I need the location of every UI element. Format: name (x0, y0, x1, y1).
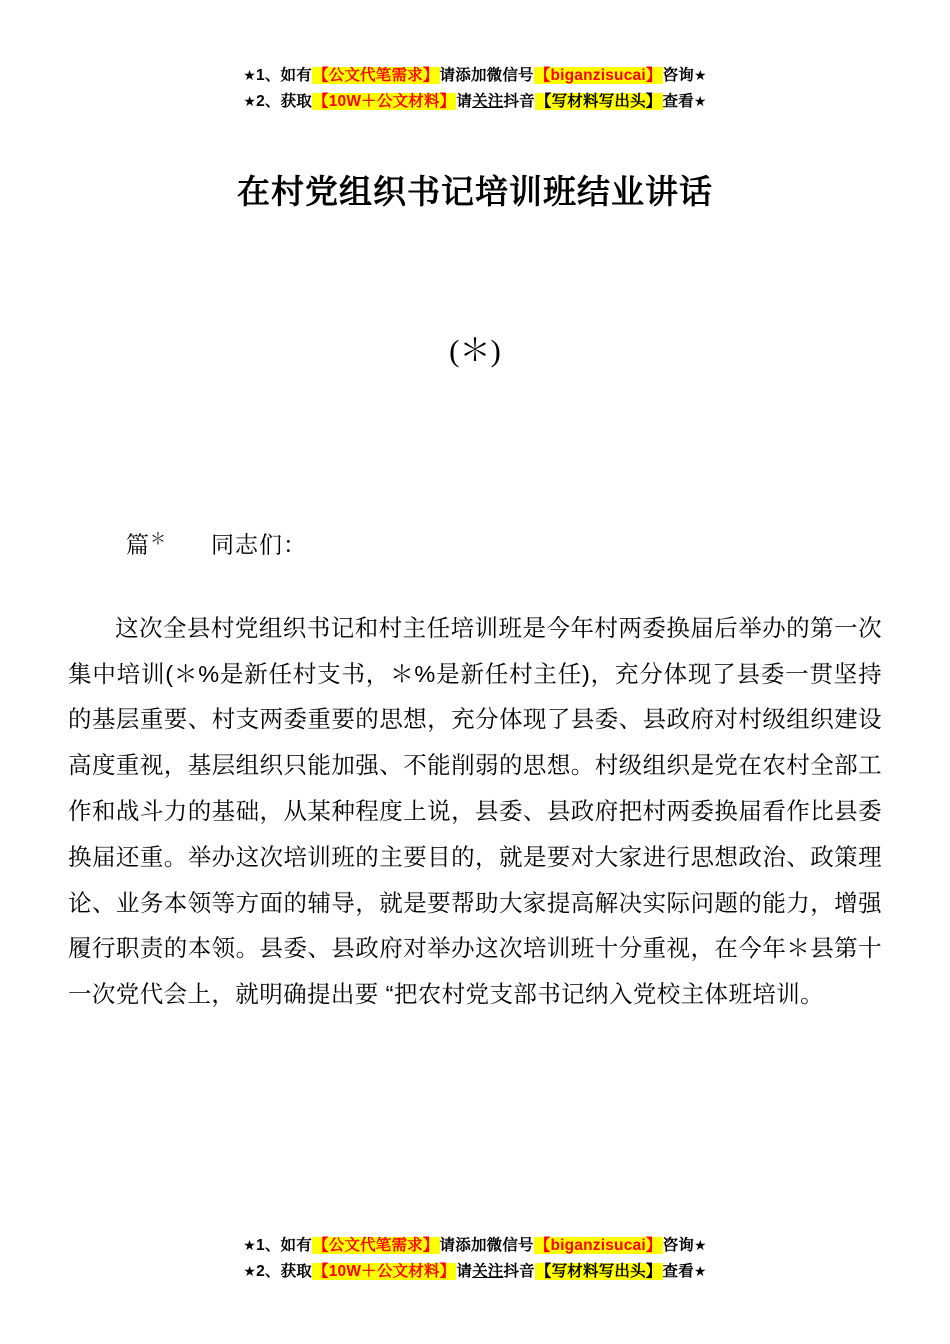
promo-line-1-middle: 请添加微信号 (439, 67, 534, 84)
promo-line-1-number-bottom: 1、如有 (256, 1236, 312, 1254)
promo-line-2-highlight-materials-bottom: 【10W＋公文材料】 (313, 1262, 456, 1280)
promo-line-2-tail: 查看 (662, 93, 694, 111)
star-icon-right-bottom: ★ (693, 1236, 707, 1253)
promo-line-2-mid-underline: 关注 (472, 93, 504, 111)
star-icon-right-2-bottom: ★ (693, 1262, 707, 1279)
promo-line-2-mid-underline-bottom: 关注 (472, 1262, 504, 1280)
salutation-superscript: ＊ (150, 531, 168, 549)
promo-line-2-highlight-materials: 【10W＋公文材料】 (313, 93, 456, 111)
promo-line-2-number: 2、获取 (256, 93, 312, 111)
promo-line-2-number-bottom: 2、获取 (256, 1262, 312, 1280)
promo-line-2 (68, 90, 882, 114)
promo-line-1-tail-bottom: 咨询 (662, 1236, 694, 1254)
promo-line-2-douyin-id-bottom: 【写材料写出头】 (535, 1262, 662, 1280)
promo-line-1-wechat-id: 【biganzisucai】 (534, 67, 662, 84)
promo-line-2-bottom (0, 1260, 950, 1284)
star-icon-right: ★ (693, 67, 707, 83)
star-icon-right-2: ★ (693, 93, 707, 110)
promo-line-1-highlight-need-bottom: 【公文代笔需求】 (312, 1236, 439, 1254)
star-icon-left-2: ★ (243, 93, 257, 110)
document-subtitle: (＊) (449, 333, 501, 369)
star-icon-left-bottom: ★ (243, 1236, 257, 1253)
salutation-line (68, 526, 882, 560)
promo-line-2-mid-plain-bottom: 请 (456, 1262, 473, 1280)
promo-line-2-mid-plain: 请 (456, 93, 473, 111)
body-paragraph-1: 这次全县村党组织书记和村主任培训班是今年村两委换届后举办的第一次集中培训(＊%是新任村支书，＊%是新任村主任)，充分体现了县委一贯坚持的基层重要、村支两委重要的思想，充分体现了县委、县政府对村级组织建设高度重视，基层组织只能加强、不能削弱的思想。村级组织是党在农村全部工作和战斗力的基础，从某种程度上说，县委、县政府把村两委换届看作比县委换届还重。举办这次培训班的主要目的，就是要对大家进行思想政治、政策理论、业务本领等方面的辅导，就是要帮助大家提高解决实际问题的能力，增强履行职责的本领。县委、县政府对举办这次培训班十分重视，在今年＊县第十一次党代会上，就明确提出要 “把农村党支部书记纳入党校主体班培训。 (68, 614, 882, 1008)
document-title: 在村党组织书记培训班结业讲话 (237, 173, 713, 211)
salutation-text: 同志们： (211, 531, 308, 558)
promo-line-1-middle-bottom: 请添加微信号 (439, 1236, 534, 1254)
star-icon-left: ★ (243, 67, 257, 83)
promo-line-2-douyin-id: 【写材料写出头】 (535, 93, 662, 111)
promo-line-2-tail-bottom: 查看 (662, 1262, 694, 1280)
promo-line-1-tail: 咨询 (662, 67, 694, 84)
promo-line-1 (68, 64, 882, 88)
promo-banner-bottom (0, 1232, 950, 1286)
promo-line-1-highlight-need: 【公文代笔需求】 (312, 67, 439, 84)
promo-line-2-mid-plain2: 抖音 (503, 93, 535, 111)
promo-line-1-wechat-id-bottom: 【biganzisucai】 (534, 1236, 662, 1254)
promo-line-2-mid-plain2-bottom: 抖音 (503, 1262, 535, 1280)
promo-line-1-number: 1、如有 (256, 67, 312, 84)
promo-line-1-bottom (0, 1234, 950, 1258)
star-icon-left-2-bottom: ★ (243, 1262, 257, 1279)
salutation-label: 篇 (126, 531, 150, 558)
promo-banner-top (68, 0, 882, 114)
